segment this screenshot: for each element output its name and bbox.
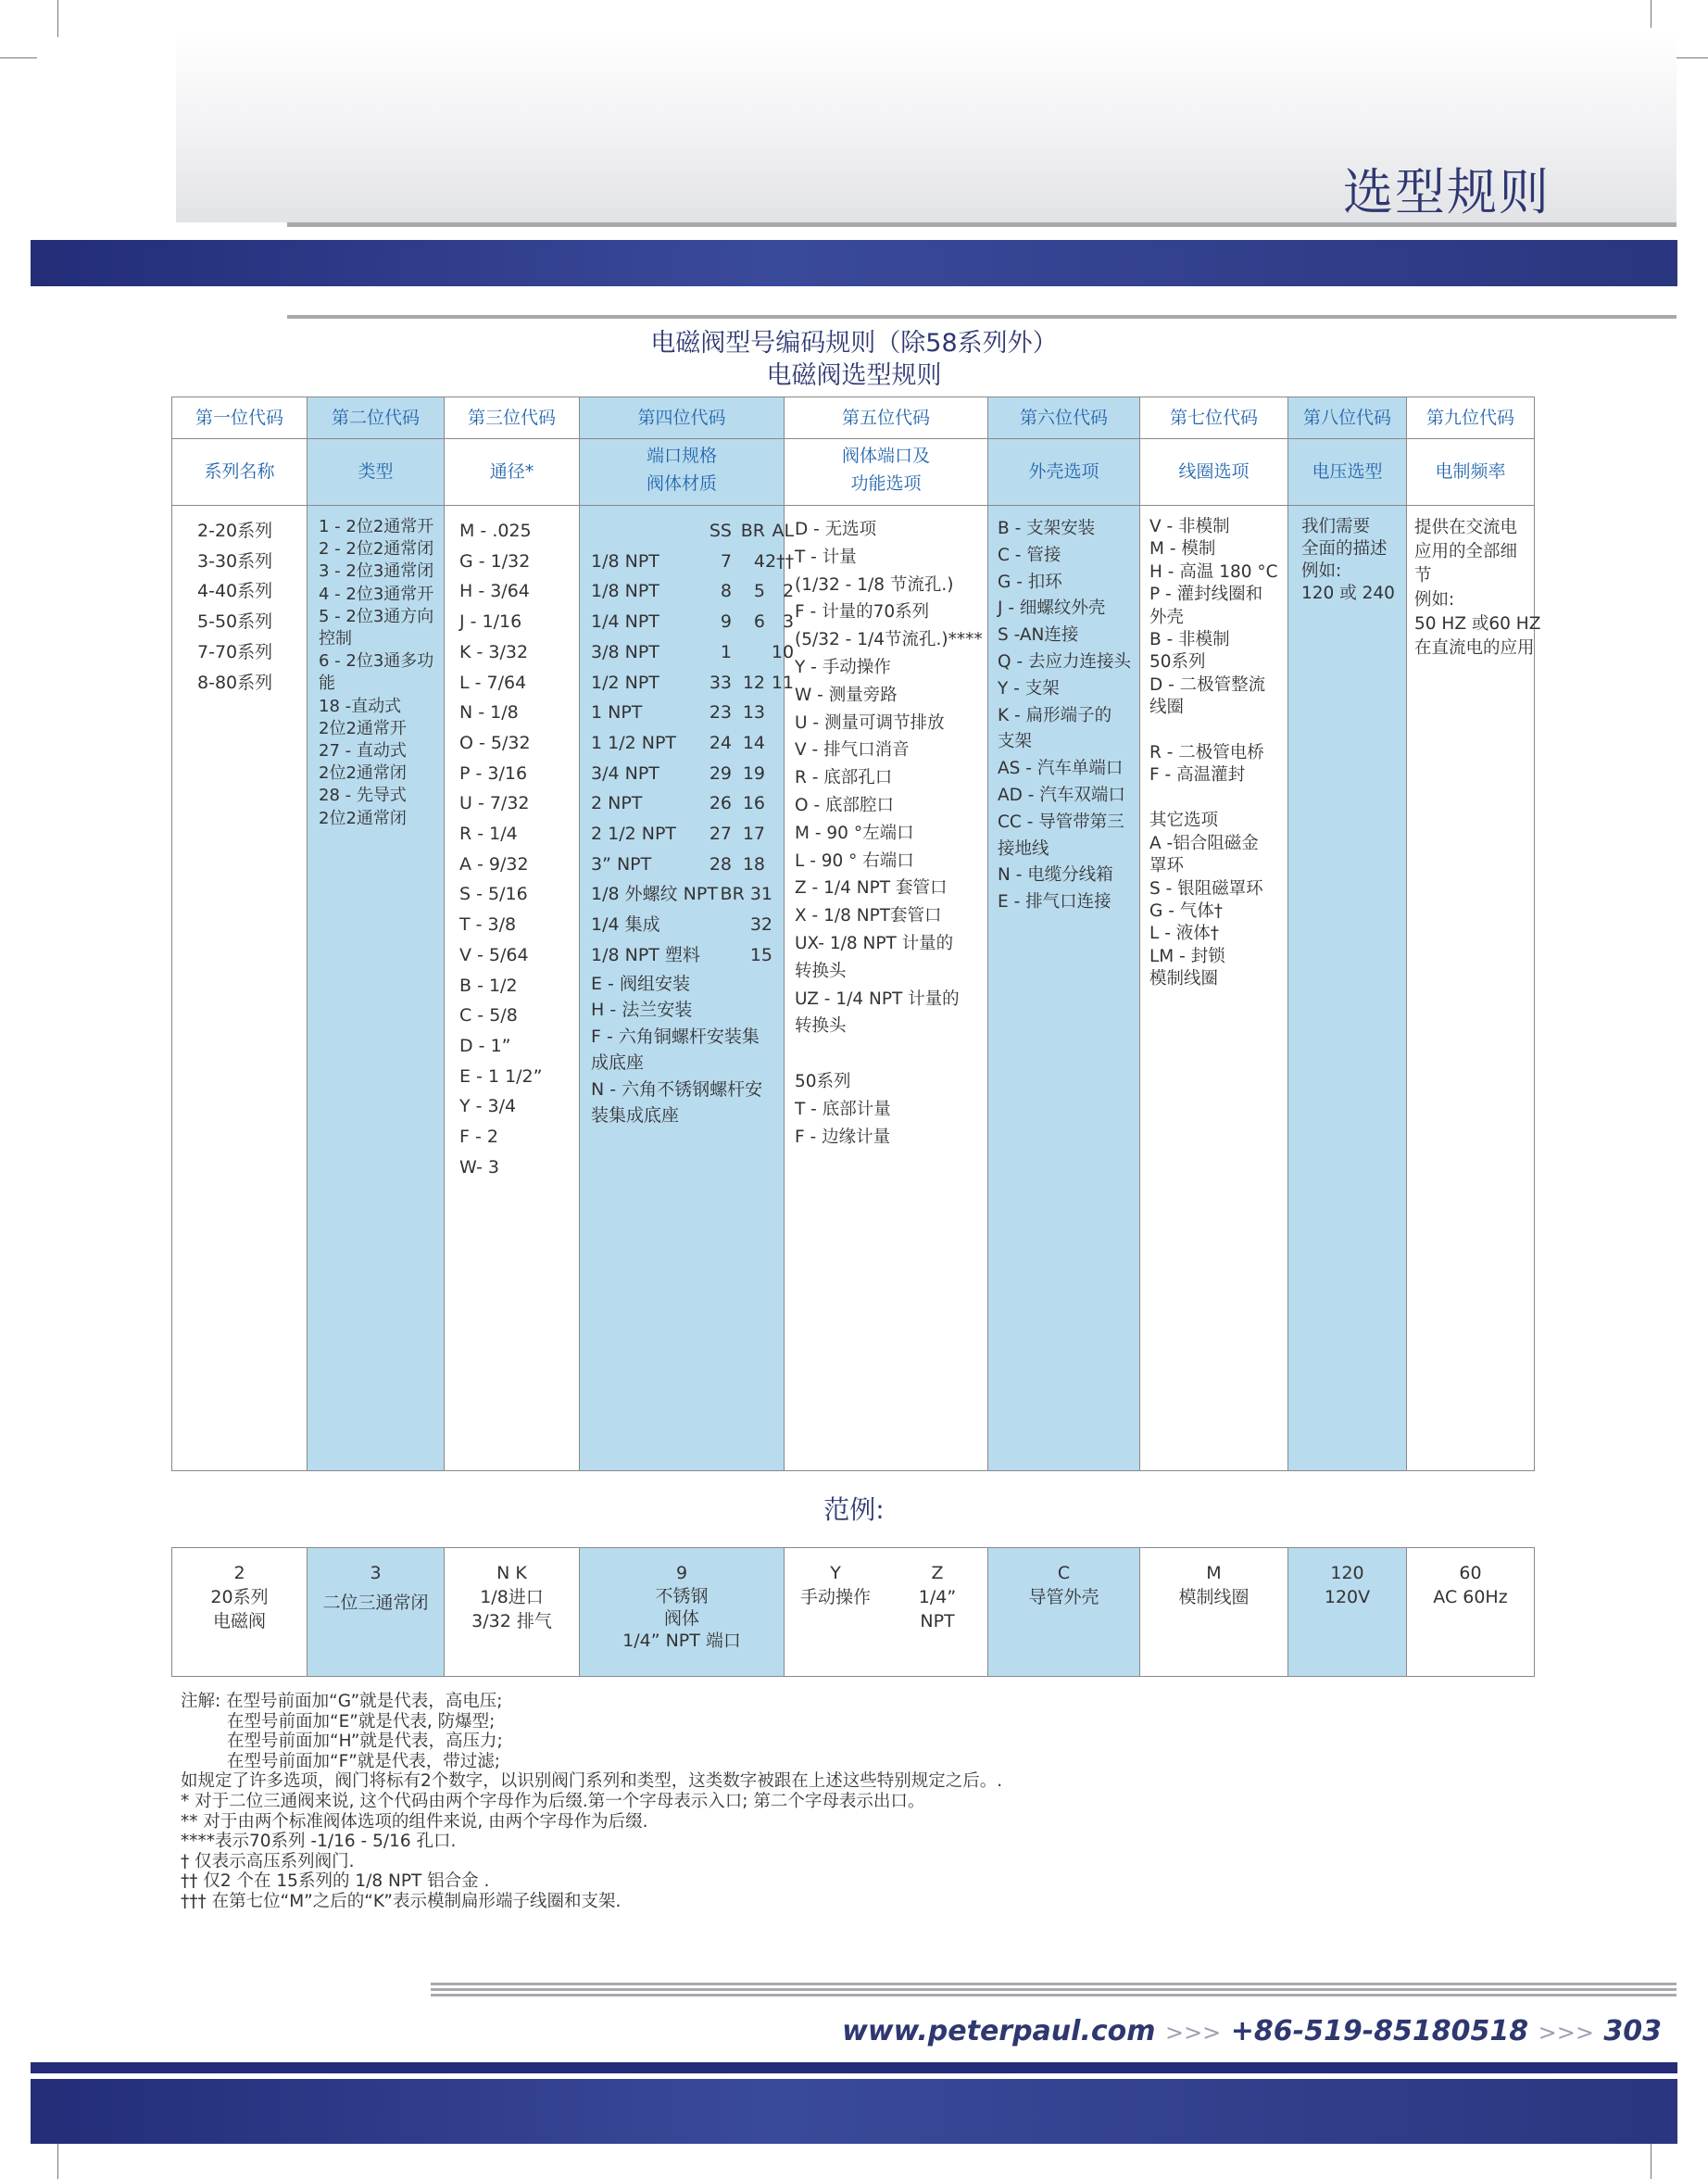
column-subheader: 端口规格 xyxy=(646,446,717,466)
column-body xyxy=(308,516,444,830)
port-cell: 1/4 集成 xyxy=(591,914,660,936)
port-cell: 26 xyxy=(709,793,732,814)
example-cell xyxy=(1407,1548,1534,1676)
list-item: 1/4” NPT 端口 xyxy=(622,1631,741,1651)
list-item: S - 银阻磁罩环 xyxy=(1149,878,1263,899)
footer-separator: >>> xyxy=(1164,2020,1222,2046)
header-band xyxy=(31,240,1677,286)
list-item: CC - 导管带第三 xyxy=(998,812,1124,832)
list-item: F - 高温灌封 xyxy=(1149,765,1246,786)
list-item: R - 1/4 xyxy=(459,824,518,845)
crop-mark xyxy=(0,57,37,58)
example-code: N K xyxy=(496,1563,527,1583)
example-cell xyxy=(988,1548,1140,1676)
list-item: F - 2 xyxy=(459,1127,498,1148)
note-line: ††† 在第七位“M”之后的“K”表示模制扁形端子线圈和支架. xyxy=(181,1891,622,1911)
list-item: Y - 手动操作 xyxy=(795,657,891,677)
list-item: W - 测量旁路 xyxy=(795,685,898,705)
list-item: 转换头 xyxy=(795,1016,847,1037)
website-link[interactable]: www.peterpaul.com xyxy=(842,2015,1156,2047)
column-subheader: 线圈选项 xyxy=(1178,461,1250,482)
port-options xyxy=(591,971,772,1129)
list-item: N - 电缆分线箱 xyxy=(998,865,1113,886)
list-item: 1 - 2位2通常开 xyxy=(319,517,434,536)
list-item: 27 - 直动式 xyxy=(319,741,407,762)
list-item: 阀体 xyxy=(663,1608,699,1629)
list-item: V - 排气口消音 xyxy=(795,740,910,761)
list-item: N - 1/8 xyxy=(459,702,519,724)
list-item: J - 细螺纹外壳 xyxy=(998,598,1106,619)
list-item: 罩环 xyxy=(1149,856,1185,876)
page-number: 303 xyxy=(1603,2015,1662,2047)
list-item: Y - 3/4 xyxy=(459,1096,517,1117)
column-header: 第一位代码 xyxy=(195,408,283,428)
example-desc xyxy=(172,1585,307,1633)
example-desc xyxy=(988,1585,1139,1609)
column-header: 第九位代码 xyxy=(1425,408,1514,428)
example-title: 范例: xyxy=(823,1494,885,1525)
list-item: F - 边缘计量 xyxy=(795,1127,891,1147)
list-item: U - 测量可调节排放 xyxy=(795,712,945,733)
list-item: 4 - 2位3通常开 xyxy=(319,584,434,604)
list-item: 3-30系列 xyxy=(197,550,273,572)
list-item: 不锈钢 xyxy=(655,1586,709,1606)
example-code: Z xyxy=(931,1563,944,1583)
list-item: G - 1/32 xyxy=(459,550,531,572)
list-item: 2-20系列 xyxy=(197,521,273,541)
column-body xyxy=(172,516,307,698)
list-item: R - 二极管电桥 xyxy=(1149,743,1264,763)
port-cell: 9 xyxy=(720,611,732,633)
list-item: 1/8进口 xyxy=(480,1587,544,1607)
port-cell: 1/8 NPT xyxy=(591,550,659,572)
note-line: † 仅表示高压系列阀门. xyxy=(181,1851,355,1871)
list-item: 20系列 xyxy=(210,1587,269,1607)
footer-separator: >>> xyxy=(1538,2020,1594,2046)
column-subheader: 阀体端口及 xyxy=(841,446,930,466)
port-cell: 23 xyxy=(709,702,732,724)
list-item: 18 -直动式 xyxy=(319,696,402,716)
list-item: E - 阀组安装 xyxy=(591,973,690,994)
list-item: 2位2通常闭 xyxy=(319,808,407,828)
list-item: W- 3 xyxy=(459,1156,500,1178)
list-item: 7-70系列 xyxy=(197,641,273,662)
list-item: 线圈 xyxy=(1149,698,1185,718)
list-item: 支架 xyxy=(998,732,1033,752)
list-item: X - 1/8 NPT套管口 xyxy=(795,906,942,926)
table-row-divider xyxy=(172,438,1534,439)
port-material-body xyxy=(580,516,795,1129)
list-item: T - 计量 xyxy=(795,547,857,567)
port-cell: 18 xyxy=(742,853,765,875)
list-item: U - 7/32 xyxy=(459,793,530,814)
example-desc xyxy=(445,1585,579,1633)
list-item: 提供在交流电 xyxy=(1414,518,1518,537)
list-item: 50系列 xyxy=(1149,652,1206,673)
example-cell xyxy=(1288,1548,1407,1676)
footer xyxy=(0,2015,1662,2047)
list-item: 4-40系列 xyxy=(197,581,273,602)
port-cell: 3/8 NPT xyxy=(591,641,659,662)
footer-rules xyxy=(431,1983,1677,1999)
list-item: F - 六角铜螺杆安装集 xyxy=(591,1026,760,1047)
list-item: 转换头 xyxy=(795,961,847,981)
list-item: Q - 去应力连接头 xyxy=(998,651,1131,672)
column-8 xyxy=(1288,397,1407,1470)
note-line: ****表示70系列 -1/16 - 5/16 孔口. xyxy=(181,1832,457,1852)
port-cell: 13 xyxy=(742,702,765,724)
list-item: 50 HZ 或60 HZ xyxy=(1414,614,1541,634)
list-item: UZ - 1/4 NPT 计量的 xyxy=(795,989,960,1009)
list-item: 50系列 xyxy=(795,1071,851,1091)
list-item: M - .025 xyxy=(459,521,532,541)
list-item: E - 1 1/2” xyxy=(459,1065,543,1087)
port-cell: 1/4 NPT xyxy=(591,611,659,633)
column-body xyxy=(1140,516,1287,991)
note-line: 在型号前面加“E”就是代表, 防爆型; xyxy=(227,1711,496,1732)
port-cell: SS xyxy=(709,521,732,541)
port-cell xyxy=(732,637,765,668)
port-cell: 5 xyxy=(753,581,765,602)
list-item: 手动操作 xyxy=(799,1587,871,1607)
port-cell: 1/2 NPT xyxy=(591,672,659,693)
list-item: J - 1/16 xyxy=(459,611,522,633)
list-item: 导管外壳 xyxy=(1028,1587,1099,1607)
list-item: AC 60Hz xyxy=(1433,1587,1508,1607)
port-cell: 17 xyxy=(742,824,765,845)
example-desc xyxy=(785,1585,886,1609)
list-item: 全面的描述 xyxy=(1301,539,1388,559)
example-code: 120 xyxy=(1330,1563,1364,1583)
port-cell: 1/8 NPT 塑料 xyxy=(591,944,700,965)
port-cell: 6 xyxy=(753,611,765,633)
list-item: 6 - 2位3通多功 xyxy=(319,651,434,672)
column-header: 第七位代码 xyxy=(1169,408,1258,428)
column-body xyxy=(1407,516,1541,661)
port-cell: BR xyxy=(740,521,765,541)
column-subheader: 通径* xyxy=(489,461,534,482)
column-1 xyxy=(172,397,308,1470)
column-subheader: 电制频率 xyxy=(1435,461,1506,482)
list-item: 2位2通常开 xyxy=(319,718,407,738)
column-subheader: 类型 xyxy=(358,461,394,482)
list-item: V - 非模制 xyxy=(1149,517,1230,536)
list-item: 我们需要 xyxy=(1301,517,1371,536)
list-item: 模制线圈 xyxy=(1178,1587,1250,1607)
example-desc xyxy=(308,1591,444,1615)
note-line: 注解: 在型号前面加“G”就是代表，高电压; xyxy=(181,1692,503,1711)
list-item: D - 无选项 xyxy=(795,520,877,539)
port-cell: 19 xyxy=(742,762,765,784)
column-subheader: 功能选项 xyxy=(850,473,922,494)
list-item: (1/32 - 1/8 节流孔.) xyxy=(795,574,954,595)
list-item: 1/4” xyxy=(918,1587,957,1607)
list-item: O - 5/32 xyxy=(459,732,531,753)
column-9 xyxy=(1407,397,1541,1470)
list-item: 节 xyxy=(1414,566,1432,586)
list-item: 2 - 2位2通常闭 xyxy=(319,539,434,560)
list-item: M - 90 °左端口 xyxy=(795,823,914,843)
list-item: Z - 1/4 NPT 套管口 xyxy=(795,878,948,899)
note-line: ** 对于由两个标准阀体选项的组件来说, 由两个字母作为后缀. xyxy=(181,1811,648,1832)
column-3 xyxy=(445,397,580,1470)
list-item: P - 灌封线圈和 xyxy=(1149,585,1263,605)
example-desc xyxy=(1288,1585,1406,1609)
example-code: C xyxy=(1057,1563,1071,1583)
list-item: L - 液体† xyxy=(1149,924,1219,944)
port-cell: 32 xyxy=(749,914,772,936)
port-cell: BR 31 xyxy=(720,884,772,905)
port-cell: 1 xyxy=(720,641,732,662)
example-code: 60 xyxy=(1459,1563,1482,1583)
example-code: Y xyxy=(830,1563,841,1583)
list-item: 应用的全部细 xyxy=(1414,542,1518,561)
column-subheader: 外壳选项 xyxy=(1028,461,1099,482)
column-header: 第四位代码 xyxy=(637,408,726,428)
column-2 xyxy=(308,397,445,1470)
example-cell xyxy=(308,1548,445,1676)
list-item: 28 - 先导式 xyxy=(319,786,407,806)
port-cell: 2 NPT xyxy=(591,793,643,814)
list-item: 2位2通常闭 xyxy=(319,763,407,784)
example-cell xyxy=(172,1548,308,1676)
column-header: 第八位代码 xyxy=(1302,408,1391,428)
column-header: 第三位代码 xyxy=(467,408,556,428)
list-item xyxy=(795,1040,987,1068)
list-item: (5/32 - 1/4节流孔.)**** xyxy=(795,630,983,650)
example-code: 2 xyxy=(233,1563,245,1583)
port-cell: 12 xyxy=(742,672,765,693)
list-item: 在直流电的应用 xyxy=(1414,638,1535,658)
notes xyxy=(181,1692,1002,1912)
list-item: 电磁阀 xyxy=(212,1611,266,1631)
list-item: 3/32 排气 xyxy=(471,1611,552,1631)
list-item: T - 底部计量 xyxy=(795,1099,891,1119)
list-item: R - 底部孔口 xyxy=(795,768,893,788)
column-body xyxy=(445,516,579,1182)
port-cell: 29 xyxy=(709,762,732,784)
list-item: 120V xyxy=(1324,1587,1371,1607)
list-item: H - 3/64 xyxy=(459,581,530,602)
list-item: 接地线 xyxy=(998,838,1049,859)
port-cell: AL xyxy=(772,521,795,541)
port-cell: 7 xyxy=(720,550,732,572)
example-cell xyxy=(445,1548,580,1676)
list-item: V - 5/64 xyxy=(459,944,529,965)
port-cell: 14 xyxy=(742,732,765,753)
list-item: NPT xyxy=(920,1611,955,1631)
note-line: 在型号前面加“F”就是代表，带过滤; xyxy=(227,1751,501,1771)
list-item: A - 9/32 xyxy=(459,853,529,875)
port-cell: 24 xyxy=(709,732,732,753)
crop-mark xyxy=(1671,57,1708,58)
list-item: 模制线圈 xyxy=(1149,969,1219,989)
list-item: LM - 封锁 xyxy=(1149,946,1225,966)
column-header: 第五位代码 xyxy=(841,408,930,428)
column-subheader: 阀体材质 xyxy=(646,473,717,494)
list-item: A -铝合阻磁金 xyxy=(1149,833,1259,853)
list-item: N - 六角不锈钢螺杆安 xyxy=(591,1078,763,1100)
list-item: G - 扣环 xyxy=(998,572,1062,592)
list-item: B - 非模制 xyxy=(1149,630,1230,650)
page-title: 选型规则 xyxy=(1343,163,1551,221)
list-item: 3 - 2位3通常闭 xyxy=(319,561,434,582)
example-code: 3 xyxy=(370,1563,382,1583)
list-item: S -AN连接 xyxy=(998,625,1079,646)
list-item: K - 扁形端子的 xyxy=(998,705,1112,725)
list-item: 120 或 240 xyxy=(1301,584,1395,603)
list-item: 装集成底座 xyxy=(591,1105,680,1127)
list-item: M - 模制 xyxy=(1149,539,1216,560)
list-item: 5-50系列 xyxy=(197,611,273,633)
section-rule xyxy=(287,315,1677,319)
port-cell: 3 xyxy=(783,611,795,633)
port-cell: 2 1/2 NPT xyxy=(591,824,677,845)
port-cell: 8 xyxy=(720,581,732,602)
list-item: K - 3/32 xyxy=(459,641,529,662)
example-desc xyxy=(1140,1585,1287,1609)
list-item: 控制 xyxy=(319,629,352,649)
list-item: S - 5/16 xyxy=(459,884,528,905)
list-item: AS - 汽车单端口 xyxy=(998,759,1124,779)
list-item: 例如: xyxy=(1301,561,1342,581)
list-item: E - 排气口连接 xyxy=(998,892,1111,913)
list-item: D - 1” xyxy=(459,1035,511,1056)
list-item: AD - 汽车双端口 xyxy=(998,785,1125,805)
port-cell: 4 xyxy=(753,550,765,572)
list-item: O - 底部腔口 xyxy=(795,795,894,815)
column-header: 第二位代码 xyxy=(331,408,420,428)
example-cell xyxy=(580,1548,785,1676)
note-line: * 对于二位三通阀来说, 这个代码由两个字母作为后缀.第一个字母表示入口; 第二个字母表示出口。 xyxy=(181,1791,925,1811)
port-cell: 1/8 外螺纹 NPT xyxy=(591,884,718,905)
note-line: 在型号前面加“H”就是代表，高压力; xyxy=(227,1732,503,1752)
list-item: 5 - 2位3通方向 xyxy=(319,606,434,626)
list-item: C - 管接 xyxy=(998,545,1061,565)
list-item: F - 计量的70系列 xyxy=(795,602,930,623)
list-item: 8-80系列 xyxy=(197,672,273,693)
list-item: 成底座 xyxy=(591,1052,645,1074)
column-4 xyxy=(580,397,795,1470)
port-cell: 1/8 NPT xyxy=(591,581,659,602)
list-item: P - 3/16 xyxy=(459,762,528,784)
list-item: 二位三通常闭 xyxy=(322,1593,429,1613)
footer-band xyxy=(31,2079,1677,2144)
example-desc xyxy=(886,1585,988,1633)
list-item: 例如: xyxy=(1414,590,1455,610)
list-item: 外壳 xyxy=(1149,607,1185,627)
port-cell: 27 xyxy=(709,824,732,845)
port-cell: 2†† xyxy=(765,550,795,572)
port-cell: 33 xyxy=(709,672,732,693)
column-subheader: 系列名称 xyxy=(204,461,275,482)
column-subheader: 电压选型 xyxy=(1312,461,1383,482)
list-item: H - 高温 180 °C xyxy=(1149,561,1278,582)
example-code: 9 xyxy=(675,1563,688,1583)
column-5 xyxy=(785,397,988,1470)
phone-number: +86-519-85180518 xyxy=(1230,2015,1529,2047)
section-title: 电磁阀型号编码规则（除58系列外） xyxy=(650,329,1058,358)
footer-band-thin xyxy=(31,2062,1677,2073)
list-item: G - 气体† xyxy=(1149,901,1224,921)
list-item: Y - 支架 xyxy=(998,678,1060,699)
table-row-divider xyxy=(172,505,1534,506)
port-material-grid xyxy=(591,516,795,879)
list-item: H - 法兰安装 xyxy=(591,1000,693,1021)
list-item: L - 7/64 xyxy=(459,672,527,693)
example-desc xyxy=(580,1585,784,1652)
column-body xyxy=(1288,516,1406,605)
list-item: T - 3/8 xyxy=(459,914,517,936)
column-header: 第六位代码 xyxy=(1019,408,1108,428)
code-table xyxy=(171,397,1541,1471)
example-desc xyxy=(1407,1585,1534,1609)
port-cell: 11 xyxy=(771,672,795,693)
port-cell: 1 NPT xyxy=(591,702,643,724)
list-item: 能 xyxy=(319,674,335,694)
column-body xyxy=(988,516,1139,916)
port-cell: 2 xyxy=(783,581,795,602)
example-table xyxy=(171,1547,1535,1677)
header-rule xyxy=(287,222,1677,227)
list-item: B - 1/2 xyxy=(459,975,518,996)
list-item xyxy=(1149,720,1287,742)
list-item xyxy=(1149,787,1287,810)
list-item: B - 支架安装 xyxy=(998,519,1096,538)
list-item: 其它选项 xyxy=(1149,811,1219,831)
port-cell: 28 xyxy=(709,853,732,875)
port-cell xyxy=(591,516,691,547)
port-cell: 3/4 NPT xyxy=(591,762,659,784)
port-cell: 16 xyxy=(742,793,765,814)
list-item: UX- 1/8 NPT 计量的 xyxy=(795,933,954,953)
column-6 xyxy=(988,397,1140,1470)
special-port-grid xyxy=(591,879,772,970)
port-cell: 10 xyxy=(771,641,795,662)
note-line: †† 仅2 个在 15系列的 1/8 NPT 铝合金 . xyxy=(181,1871,490,1892)
column-body xyxy=(785,516,987,1151)
note-line: 如规定了许多选项，阀门将标有2个数字，以识别阀门系列和类型，这类数字被跟在上述这些特别规定之后。. xyxy=(181,1771,1003,1792)
port-cell: 15 xyxy=(749,944,772,965)
list-item: D - 二极管整流 xyxy=(1149,674,1266,695)
port-cell: 3” NPT xyxy=(591,853,652,875)
example-code: M xyxy=(1206,1563,1222,1583)
column-7 xyxy=(1140,397,1288,1470)
crop-mark xyxy=(57,0,58,37)
crop-mark xyxy=(57,2142,58,2179)
list-item: C - 5/8 xyxy=(459,1005,518,1027)
section-subtitle: 电磁阀选型规则 xyxy=(766,361,942,390)
list-item: L - 90 ° 右端口 xyxy=(795,850,914,871)
example-cell xyxy=(1140,1548,1288,1676)
port-cell: 1 1/2 NPT xyxy=(591,732,677,753)
example-cell xyxy=(785,1548,988,1676)
